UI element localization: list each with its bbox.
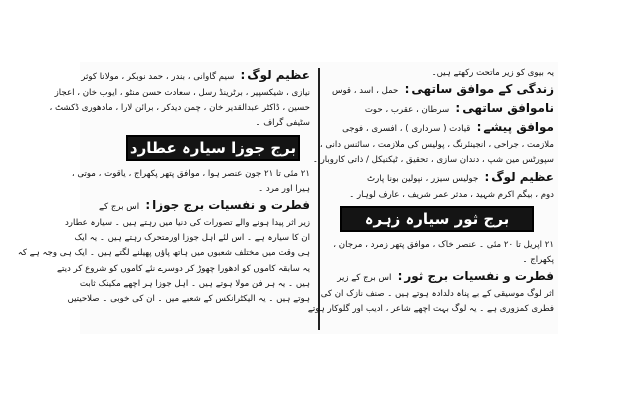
- great-people-value: سیم گاوانی ، بندر ، حمد نوبکر ، مولانا کوثر: [81, 72, 235, 82]
- dates-line: ۲۱ مئی تا ۲۱ جون عنصر ہوا ، موافق پتھر پکھراج ، یاقوت ، موتی ،: [71, 168, 310, 179]
- great-people-line: سٹیفی گراف ۔: [255, 118, 310, 129]
- left-column: [17, 66, 310, 330]
- great-people-heading: عظیم لوگ: سیم گاوانی ، بندر ، حمد نوبکر ، مولانا کوثر: [81, 68, 310, 82]
- great-people-heading: عظیم لوگ: جولیس سیزر ، نپولین بونا پارٹ: [366, 169, 554, 184]
- psych-heading: فطرت و نفسیات برج ثور: اس برج کے زیر: [337, 269, 554, 284]
- great-people-label: عظیم لوگ: [491, 169, 554, 184]
- professions-heading: موافق پیشے: قیادت ( سرداری ) ، افسری ، فوجی: [342, 120, 554, 135]
- psych-line: یہ سابقہ کاموں کو ادھورا چھوڑ کر دوسرے نئے کاموں کو شروع کر دیتے: [56, 263, 310, 274]
- great-people-label: عظیم لوگ: [247, 68, 310, 82]
- newspaper-clipping: [17, 62, 558, 334]
- incompatible-label: ناموافق ساتھی: [462, 101, 554, 116]
- professions-line: سپورٹس مین شپ ، دندان سازی ، تحقیق ، ٹیکنیکل / ذاتی کاروبار ۔: [312, 155, 554, 166]
- intro-line: یہ بیوی کو زیر ماتحت رکھتے ہیں۔: [431, 68, 554, 78]
- psych-value: اس برج کے زیر: [337, 273, 392, 284]
- incompatible-value: سرطان ، عقرب ، حوت: [364, 105, 450, 116]
- great-people-value: جولیس سیزر ، نپولین بونا پارٹ: [366, 173, 479, 184]
- psych-line: ان کا سیارہ ہے ۔ اس لئے اہل جوزا اورمتحرک رہتے ہیں ۔ یہ ایک: [74, 233, 310, 244]
- great-people-line: نیازی ، شیکسپیر ، برٹرینڈ رسل ، سعادت حسن منٹو ، ایوب خان ، اعجاز: [54, 88, 310, 98]
- psych-value: اس برج کے: [98, 202, 140, 213]
- compatible-label: زندگی کے موافق ساتھی: [411, 82, 554, 97]
- incompatible-heading: ناموافق ساتھی: سرطان ، عقرب ، حوت: [364, 101, 554, 116]
- column-divider: [318, 68, 320, 330]
- right-column: [307, 66, 554, 330]
- psych-label: فطرت و نفسیات برج ثور: [404, 269, 554, 284]
- compatible-heading: زندگی کے موافق ساتھی: حمل ، اسد ، قوس: [331, 82, 554, 97]
- dates-line: پکھراج ۔: [522, 255, 554, 266]
- psych-line: فطری کمزوری ہے ۔ یہ لوگ بہت اچھے شاعر ، ادیب اور گلوکار ہوتے: [307, 304, 554, 315]
- psych-heading: فطرت و نفسیات برج جوزا: اس برج کے: [98, 198, 310, 213]
- psych-line: ہیں ۔ یہ ہر فن مولا ہوتے ہیں ۔ اہل جوزا ہر اچھے مکینک ثابت: [79, 278, 310, 289]
- compatible-value: حمل ، اسد ، قوس: [331, 86, 399, 97]
- great-people-line: حسین ، ڈاکٹر عبدالقدیر خان ، چمن دیدکر ، برائن لارا ، مادھوری ڈکشٹ ،: [49, 103, 310, 114]
- great-people-line: دوم ، بیگم اکرم شہید ، مدثر عمر شریف ، عارف لوہار ۔: [349, 189, 554, 200]
- professions-value: قیادت ( سرداری ) ، افسری ، فوجی: [342, 124, 471, 135]
- psych-line: ہوتے ہیں ۔ یہ الیکٹرانکس کے شعبے میں ۔ ان کی خوبی ۔ صلاحیتیں: [67, 294, 310, 305]
- professions-label: موافق پیشے: [483, 120, 554, 135]
- psych-line: اثر لوگ موسیقی کے بے پناہ دلدادہ ہوتے ہیں ۔ صنف نازک ان کی: [320, 289, 554, 300]
- psych-line: زیر اثر پیدا ہونے والے تصورات کی دنیا میں رہتے ہیں ۔ سیارہ عطارد: [64, 218, 310, 229]
- zodiac-banner-taurus: برج ثور سیارہ زہرہ: [340, 206, 534, 232]
- dates-line: ہیرا اور مرد ۔: [258, 183, 310, 194]
- dates-line: ۲۱ اپریل تا ۲۰ مئی ۔ عنصر خاک ، موافق پتھر زمرد ، مرجان ،: [333, 239, 554, 250]
- professions-line: ملازمت ، جراحی ، انجینئرنگ ، پولیس کی ملازمت ، سائنس دانی ،: [319, 140, 554, 151]
- zodiac-banner-gemini: برج جوزا سیارہ عطارد: [126, 135, 300, 161]
- psych-label: فطرت و نفسیات برج جوزا: [152, 198, 310, 213]
- psych-line: ہی وقت میں مختلف شعبوں میں ہاتھ پاؤں پھیلنے لگتے ہیں ۔ ایک ہی وجہ ہے کہ: [17, 248, 310, 259]
